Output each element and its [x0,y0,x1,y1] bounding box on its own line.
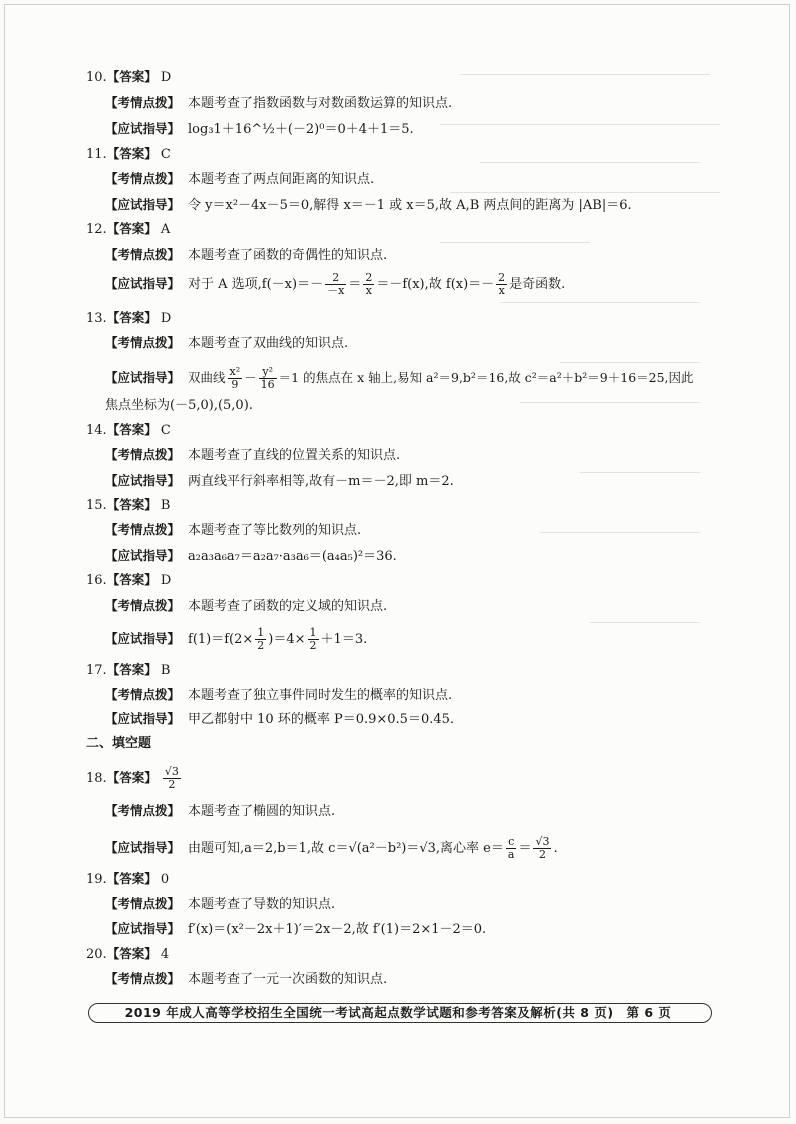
fraction [325,272,346,297]
guide-tag: 【应试指导】 [105,631,181,646]
question-number: 20. [86,947,107,962]
question-number: 11. [86,147,107,162]
point-text: 本题考查了指数函数与对数函数运算的知识点. [188,96,453,111]
question-19-answer [86,870,169,889]
answer-value: D [160,311,172,326]
question-15-guide [105,547,397,566]
guide-tag: 【应试指导】 [105,840,181,855]
guide-text-part: ＝ [518,841,532,856]
question-19-guide [105,920,486,939]
answer-tag: 【答案】 [106,572,157,587]
guide-text-part: 对于 A 选项,f(－x)＝－ [188,277,324,292]
denominator: x [498,284,505,297]
point-tag: 【考情点拨】 [105,171,181,186]
answer-tag: 【答案】 [106,422,157,437]
fraction [228,366,243,391]
answer-value: 0 [160,872,170,887]
question-14-point [105,446,400,465]
question-13-guide [105,366,694,391]
answer-value: D [160,573,172,588]
fraction [259,366,277,391]
question-10-answer [86,68,171,87]
point-text: 本题考查了函数的奇偶性的知识点. [188,248,388,263]
numerator: √3 [535,835,550,848]
question-11-point [105,170,374,189]
question-18-point [105,802,335,821]
numerator: √3 [164,765,179,778]
question-number: 19. [86,872,107,887]
numerator: 1 [309,626,317,639]
guide-text-part: － [244,370,257,385]
question-12-answer [86,220,170,239]
answer-tag: 【答案】 [106,662,157,677]
point-tag: 【考情点拨】 [105,247,181,262]
question-number: 17. [86,663,107,678]
numerator: x² [229,365,241,378]
denominator: a [507,848,515,861]
answer-value: B [160,663,171,678]
question-number: 15. [86,498,107,513]
answer-value: 4 [160,947,170,962]
fraction [496,272,507,297]
answer-tag: 【答案】 [106,871,157,886]
answer-value: D [160,70,172,85]
point-text: 本题考查了等比数列的知识点. [188,523,362,538]
fraction [506,836,517,861]
question-18-answer [86,766,183,791]
question-15-point [105,521,361,540]
question-17-guide [105,710,454,729]
denominator: 9 [231,378,239,391]
denominator: 2 [257,639,265,652]
numerator: 2 [498,271,506,284]
answer-tag: 【答案】 [106,221,157,236]
answer-value: A [160,222,171,237]
point-text: 本题考查了导数的知识点. [188,897,336,912]
guide-tag: 【应试指导】 [105,276,181,291]
section-title: 二、填空题 [86,736,152,751]
question-10-point [105,94,452,113]
point-tag: 【考情点拨】 [105,896,181,911]
point-text: 本题考查了直线的位置关系的知识点. [188,448,401,463]
fraction [308,627,319,652]
guide-text: 令 y＝x²－4x－5＝0,解得 x＝－1 或 x＝5,故 A,B 两点间的距离为 |AB|＝6. [188,198,632,213]
answer-tag: 【答案】 [106,69,157,84]
point-tag: 【考情点拨】 [105,598,181,613]
point-tag: 【考情点拨】 [105,971,181,986]
question-16-answer [86,571,171,590]
denominator: 2 [168,778,176,791]
question-20-point [105,970,387,989]
guide-text: 两直线平行斜率相等,故有－m＝－2,即 m＝2. [188,474,454,489]
question-17-point [105,686,452,705]
answer-fraction [163,766,181,791]
point-tag: 【考情点拨】 [105,95,181,110]
guide-text: log₃1＋16^½＋(－2)⁰＝0＋4＋1＝5. [188,122,414,137]
question-number: 18. [86,771,107,786]
question-14-guide [105,472,454,491]
guide-text-part: 由题可知,a＝2,b＝1,故 c＝√(a²－b²)＝√3,离心率 e＝ [188,841,504,856]
point-tag: 【考情点拨】 [105,687,181,702]
question-13-answer [86,309,171,328]
question-13-point [105,334,348,353]
question-number: 13. [86,311,107,326]
question-number: 16. [86,573,107,588]
question-14-answer [86,421,171,440]
guide-text-part: 双曲线 [188,370,226,385]
point-tag: 【考情点拨】 [105,335,181,350]
guide-text: 甲乙都射中 10 环的概率 P＝0.9×0.5＝0.45. [188,712,455,727]
question-number: 12. [86,222,107,237]
point-text: 本题考查了函数的定义域的知识点. [188,599,388,614]
point-text: 本题考查了两点间距离的知识点. [188,172,375,187]
answer-tag: 【答案】 [106,770,157,785]
point-text: 本题考查了椭圆的知识点. [188,804,336,819]
page-footer: 2019 年成人高等学校招生全国统一考试高起点数学试题和参考答案及解析(共 8 页) 第 6 页 [124,1005,672,1020]
answer-value: C [160,423,171,438]
question-number: 10. [86,70,107,85]
question-12-point [105,246,387,265]
guide-tag: 【应试指导】 [105,548,181,563]
guide-text: f′(x)＝(x²－2x＋1)′＝2x－2,故 f′(1)＝2×1－2＝0. [188,922,487,937]
answer-tag: 【答案】 [106,497,157,512]
question-10-guide [105,120,414,139]
guide-text-part: ＋1＝3. [320,632,368,647]
question-12-guide [105,272,565,297]
question-16-guide [105,627,367,652]
guide-text-part: ＝－f(x),故 f(x)＝－ [376,277,495,292]
question-number: 14. [86,423,107,438]
fraction [533,836,551,861]
guide-tag: 【应试指导】 [105,370,181,385]
point-text: 本题考查了一元一次函数的知识点. [188,972,388,987]
guide-tag: 【应试指导】 [105,711,181,726]
question-11-answer [86,145,171,164]
numerator: y² [259,366,277,379]
answer-value: B [160,498,171,513]
numerator: 2 [365,271,373,284]
numerator: c [506,836,517,849]
denominator: 2 [309,639,317,652]
guide-text-part: 是奇函数. [509,277,566,292]
numerator: 1 [257,626,265,639]
question-18-guide [105,836,558,861]
guide-tag: 【应试指导】 [105,921,181,936]
point-tag: 【考情点拨】 [105,803,181,818]
guide-tag: 【应试指导】 [105,121,181,136]
denominator: 2 [538,848,546,861]
fraction [255,627,266,652]
question-16-point [105,597,387,616]
point-tag: 【考情点拨】 [105,447,181,462]
question-20-answer [86,945,169,964]
fraction [363,272,374,297]
question-11-guide [105,196,632,215]
point-text: 本题考查了双曲线的知识点. [188,336,349,351]
question-15-answer [86,496,170,515]
guide-text-part: )＝4× [268,632,306,647]
numerator: 2 [325,272,346,285]
guide-text-part: ＝ [348,277,362,292]
question-17-answer [86,661,170,680]
question-19-point [105,895,335,914]
guide-tag: 【应试指导】 [105,473,181,488]
answer-tag: 【答案】 [106,946,157,961]
guide-text-part: f(1)＝f(2× [188,632,254,647]
question-13-guide-cont [105,397,253,415]
guide-text-part: ＝1 的焦点在 x 轴上,易知 a²＝9,b²＝16,故 c²＝a²＋b²＝9＋16＝25,因此 [278,370,694,385]
denominator: 16 [260,378,275,391]
guide-text: a₂a₃a₆a₇＝a₂a₇·a₃a₆＝(a₄a₅)²＝36. [188,549,397,564]
guide-text-part: . [553,841,558,856]
guide-tag: 【应试指导】 [105,197,181,212]
answer-tag: 【答案】 [106,146,157,161]
point-tag: 【考情点拨】 [105,522,181,537]
denominator: x [365,284,372,297]
answer-tag: 【答案】 [106,310,157,325]
denominator: －x [327,284,345,297]
guide-text: 焦点坐标为(－5,0),(5,0). [105,398,253,413]
answer-value: C [160,147,171,162]
point-text: 本题考查了独立事件同时发生的概率的知识点. [188,688,453,703]
